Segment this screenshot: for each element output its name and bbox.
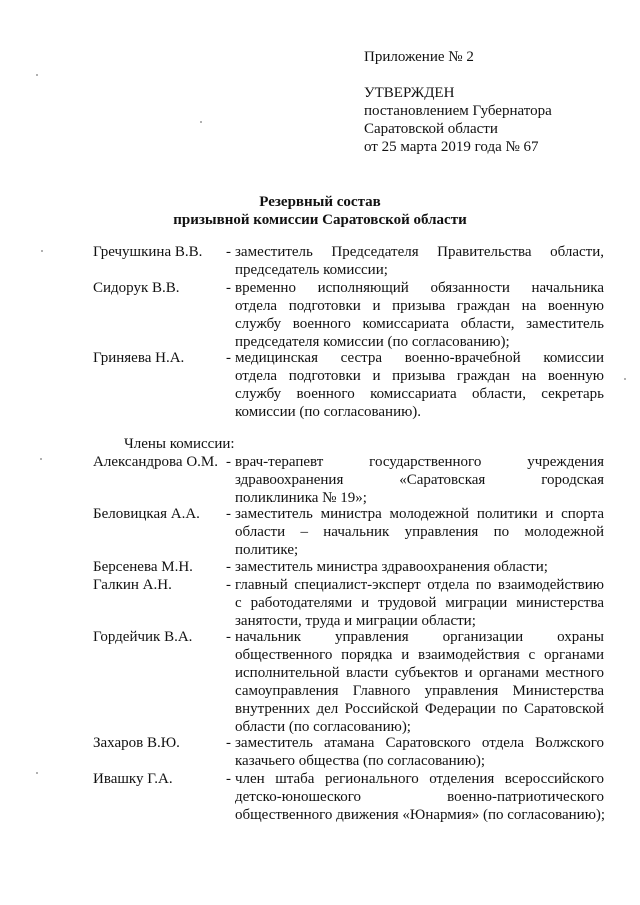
person-position — [235, 243, 604, 279]
dash: - — [226, 577, 231, 593]
document-title — [0, 193, 640, 229]
person-position — [235, 453, 604, 507]
person-name: Галкин А.Н. — [93, 577, 172, 593]
person-name: Гречушкина В.В. — [93, 244, 203, 260]
approval-line-2: Саратовской области — [364, 121, 498, 137]
position-line: отдела подготовки и призыва граждан на военную — [235, 298, 604, 314]
position-line: временно исполняющий обязанности начальника — [235, 280, 604, 296]
members-heading: Члены комиссии: — [124, 436, 235, 452]
position-line: заместитель атамана Саратовского отдела Волжского — [235, 735, 604, 751]
dash: - — [226, 629, 231, 645]
dash: - — [226, 735, 231, 751]
person-name: Гриняева Н.А. — [93, 350, 185, 366]
person-name: Захаров В.Ю. — [93, 735, 180, 751]
scan-speck — [36, 772, 38, 774]
dash: - — [226, 506, 231, 522]
position-line: здравоохранения «Саратовская городская — [235, 472, 604, 488]
position-line: занятости, труда и миграции области; — [235, 613, 476, 629]
position-line: председателя комиссии (по согласованию); — [235, 334, 510, 350]
dash: - — [226, 559, 231, 575]
person-position — [235, 349, 604, 421]
dash: - — [226, 771, 231, 787]
person-position — [235, 279, 604, 351]
person-position — [235, 628, 604, 736]
person-name: Александрова О.М. — [93, 454, 219, 470]
dash: - — [226, 244, 231, 260]
appendix-label: Приложение № 2 — [364, 49, 474, 65]
position-line: начальник управления организации охраны — [235, 629, 604, 645]
scan-speck — [40, 458, 42, 460]
title-line-2: призывной комиссии Саратовской области — [173, 212, 467, 228]
position-line: области (по согласованию); — [235, 719, 411, 735]
dash: - — [226, 454, 231, 470]
position-line: детско-юношеского военно-патриотического — [235, 789, 604, 805]
scan-speck — [36, 74, 38, 76]
position-line: общественного движения «Юнармия» (по согласованию); — [235, 807, 606, 823]
person-name: Сидорук В.В. — [93, 280, 180, 296]
scan-speck — [200, 121, 202, 123]
scan-speck — [624, 378, 626, 380]
person-position — [235, 558, 604, 576]
person-name: Гордейчик В.А. — [93, 629, 193, 645]
position-line: казачьего общества (по согласованию); — [235, 753, 486, 769]
dash: - — [226, 350, 231, 366]
position-line: службу военного комиссариата области, секретарь — [235, 386, 604, 402]
position-line: комиссии (по согласованию). — [235, 404, 422, 420]
person-name: Ивашку Г.А. — [93, 771, 173, 787]
title-line-1: Резервный состав — [259, 194, 381, 210]
approval-line-3: от 25 марта 2019 года № 67 — [364, 139, 539, 155]
position-line: поликлиника № 19»; — [235, 490, 367, 506]
position-line: политике; — [235, 542, 299, 558]
position-line: внутренних дел Российской Федерации по Саратовской — [235, 701, 604, 717]
position-line: врач-терапевт государственного учреждения — [235, 454, 604, 470]
scan-speck — [41, 250, 43, 252]
position-line: медицинская сестра военно-врачебной комиссии — [235, 350, 604, 366]
person-name: Берсенева М.Н. — [93, 559, 193, 575]
position-line: самоуправления Главного управления Министерства — [235, 683, 604, 699]
person-position — [235, 576, 604, 630]
position-line: член штаба регионального отделения всероссийского — [235, 771, 604, 787]
position-line: отдела подготовки и призыва граждан на военную — [235, 368, 604, 384]
approved-stamp-text: УТВЕРЖДЕН — [364, 85, 455, 101]
position-line: области – начальник управления по молодежной — [235, 524, 604, 540]
person-position — [235, 505, 604, 559]
position-line: общественного порядка и взаимодействия с органами — [235, 647, 604, 663]
person-position — [235, 770, 604, 824]
person-position — [235, 734, 604, 770]
position-line: исполнительной власти субъектов и органами местного — [235, 665, 604, 681]
position-line: заместитель министра здравоохранения области; — [235, 559, 548, 575]
position-line: службу военного комиссариата области, заместитель — [235, 316, 604, 332]
position-line: заместитель Председателя Правительства области, — [235, 244, 604, 260]
dash: - — [226, 280, 231, 296]
approval-line-1: постановлением Губернатора — [364, 103, 552, 119]
approval-block — [364, 48, 624, 156]
position-line: с работодателями и трудовой миграции министерства — [235, 595, 604, 611]
position-line: главный специалист-эксперт отдела по взаимодействию — [235, 577, 604, 593]
person-name: Беловицкая А.А. — [93, 506, 200, 522]
position-line: председатель комиссии; — [235, 262, 388, 278]
position-line: заместитель министра молодежной политики и спорта — [235, 506, 604, 522]
